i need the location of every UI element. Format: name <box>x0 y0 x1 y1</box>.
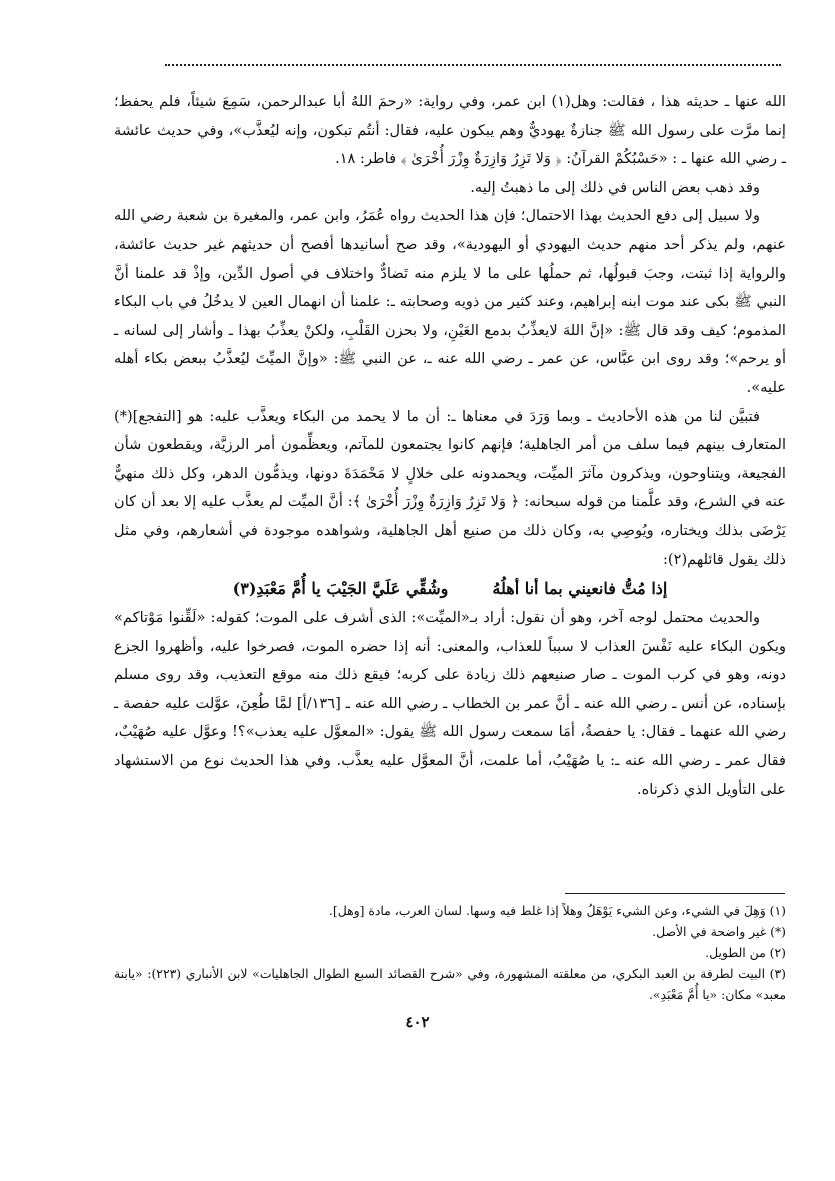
paragraph-5: والحديث محتمل لوجه آخر، وهو أن نقول: أراد بـ«الميِّت»: الذى أشرف على الموت؛ كقوله: «لَقِّنوا مَوْتاكم» ويكون البكاء عليه نَفْسَ العذاب لا سبباً للعذاب، والمعنى: أنه إذا حضره الموت، فصرخوا عليه، وأظهروا الجزع دونه، وهو في كرب الموت ـ صار صنيعهم ذلك زيادة على كربه؛ فيقع ذلك منه موقع التعذيب، وقد روى مسلم بإسناده، عن أنس ـ رضي الله عنه ـ أنَّ عمر بن الخطاب ـ رضي الله عنه ـ [١٣٦/أ] لمَّا طُعِنَ، عوَّلت عليه حفصة ـ رضي الله عنهما ـ فقال: يا حفصةُ، أمَا سمعت رسول الله ﷺ يقول: «المعوَّل عليه يعذب»؟! وعوَّل عليه صُهَيْبٌ، فقال عمر ـ رضي الله عنه ـ: يا صُهَيْبُ، أما علمت، أنَّ المعوَّل عليه يعذَّب. وفي هذا الحديث نوع من الاستشهاد على التأويل الذي ذكرناه. <box>114 609 786 798</box>
footnote-1: (١) وَهِلَ في الشيء، وعن الشيء يَوْهَلُ وهلاً إذا غلط فيه وسها. لسان العرب، مادة [وهل]. <box>328 903 786 918</box>
verse-hemistich-2: وشُقِّي عَلَيَّ الجَيْبَ يا أُمَّ مَعْبَدِ(٣) <box>232 579 449 599</box>
verse-hemistich-1: إذا مُتُّ فانعيني بما أنا أهلُهُ <box>492 579 668 599</box>
paragraph-2: وقد ذهب بعض الناس في ذلك إلى ما ذهبتُ إليه. <box>470 178 760 196</box>
footnote-3: (٣) البيت لطرفة بن العبد البكري، من معلقته المشهورة، وفي «شرح القصائد السبع الطوال الجاهليات» لابن الأنباري (٢٢٣): «يابنة معبد» مكان: «يا أُمَّ مَعْبَدِ». <box>114 966 786 1002</box>
paragraph-1: الله عنها ـ حديثه هذا ، فقالت: وهل(١) ابن عمر، وفي رواية: «رحمَ اللهُ أبا عبدالرحمن، سَمِعَ شيئاً، فلم يحفظ؛ إنما مرَّت على رسول الله ﷺ جنازةٌ يهوديٌّ وهم يبكون عليه، فقال: أنتُم تبكون، وإنه ليُعذَّب»، وفي حديث عائشة ـ رضي الله عنها ـ : «حَسْبُكُمْ القرآنُ: ﴿ وَلا تَزِرُ وَازِرَةٌ وِزْرَ أُخْرَىٰ ﴾ فاطر: ١٨. <box>114 93 786 168</box>
footnote-separator <box>565 893 785 894</box>
header-dotted-rule <box>165 64 781 66</box>
poetry-verse <box>114 574 786 604</box>
paragraph-3: ولا سبيل إلى دفع الحديث بهذا الاحتمال؛ فإن هذا الحديث رواه عُمَرُ، وابن عمر، والمغيرة بن شعبة رضي الله عنهم، ولم يذكر أحد منهم حديث اليهودي أو اليهودية»، وقد صح أسانيدها أفصح أن حديثهم غير حديث عائشة، والرواية إذا ثبتت، وجبَ قبولُها، ثم حملُها على ما لا يلزم منه تَضادٌّ واختلاف في أصول الدِّين، وإذْ قد علمنا أنَّ النبي ﷺ بكى عند موت ابنه إبراهيم، وعند كثير من ذويه وصحابته ـ: علمنا أن انهمال العين لا يدخُلُ في باب البكاء المذموم؛ كيف وقد قال ﷺ: «إنَّ اللهَ لايعذِّبُ بدمع العَيْنِ، ولا بحزن القَلْبِ، ولكنْ يعذِّبُ بهذا ـ وأشار إلى لسانه ـ أو يرحم»؛ وقد روى ابن عبَّاس، عن عمر ـ رضي الله عنه ـ، عن النبي ﷺ: «وإنَّ الميِّتَ ليُعذَّبُ ببعض بكاء أهله عليه». <box>114 207 786 396</box>
footnote-2: (٢) من الطويل. <box>705 945 786 960</box>
footnote-star: (*) غير واضحة في الأصل. <box>652 924 786 939</box>
paragraph-4: فتبيَّن لنا من هذه الأحاديث ـ وبما وَرَدَ في معناها ـ: أن ما لا يحمد من البكاء ويعذَّب عليه: هو [التفجع](*) المتعارف بينهم فيما سلف من أمر الجاهلية؛ فإنهم كانوا يجتمعون للمآتم، ويعظِّمون أمر الرزيَّة، ويقطعون شأن الفجيعة، ويتناوحون، ويذكرون مآثرَ الميِّت، ويحمدونه على خلالٍ لا مَحْمَدَةَ دونها، ويذمُّون الدهر، وكل ذلك منهيٌّ عنه في الشرع، وقد علَّمنا من قوله سبحانه: ﴿ وَلا تَزِرُ وَازِرَةٌ وِزْرَ أُخْرَىٰ ﴾: أنَّ الميِّت لم يعذَّب عليه إلا بعد أن كان يَرْضَى بذلك ويختاره، ويُوصِي به، وكان ذلك من صنيع أهل الجاهلية، وشواهده موجودة في أشعارهم، وفي مثل ذلك يقول قائلهم(٢): <box>114 407 786 568</box>
footnotes <box>114 900 786 1005</box>
main-text <box>114 88 786 804</box>
page-number: ٤٠٢ <box>405 1013 430 1031</box>
